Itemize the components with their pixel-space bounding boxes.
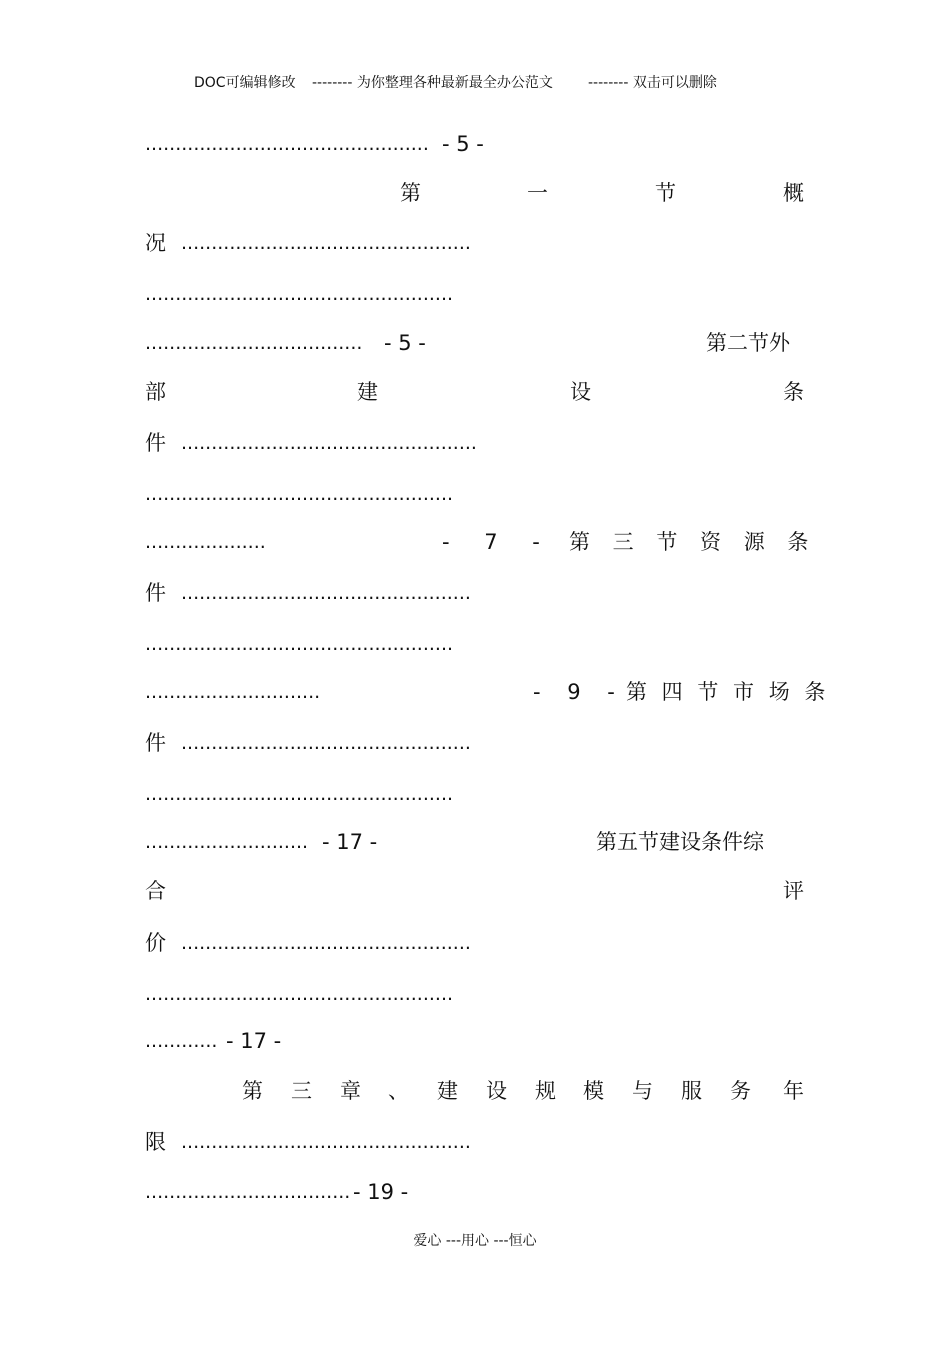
leader-dots: ................................................ (181, 732, 471, 754)
toc-line (145, 1128, 805, 1156)
title-char: 限 (145, 1130, 166, 1154)
title-char: 合 (145, 879, 166, 903)
title-char: 务 (730, 1079, 751, 1103)
toc-line (145, 1027, 805, 1055)
section-title: 第 三 节 资 源 条 (569, 530, 817, 554)
title-char: 件 (145, 731, 166, 755)
header-left-text: DOC可编辑修改 (194, 75, 296, 91)
title-char: 件 (145, 581, 166, 605)
page-number: - 17 - (226, 1029, 282, 1053)
page-number: - 9 - (533, 680, 625, 704)
leader-dots: ........................... (145, 831, 309, 853)
title-char: 年 (783, 1079, 804, 1103)
title-char: 、 (388, 1079, 409, 1103)
toc-line (145, 780, 805, 808)
title-char: 模 (583, 1079, 604, 1103)
header-middle-text: -------- 为你整理各种最新最全办公范文 (312, 75, 553, 91)
leader-dots: ............ (145, 1030, 218, 1052)
leader-dots: ................................................ (181, 1131, 471, 1153)
title-char: 价 (145, 931, 166, 955)
toc-line (145, 980, 805, 1008)
leader-dots: ................................................ (181, 932, 471, 954)
title-char: 设 (486, 1079, 507, 1103)
section-title: 第 四 节 市 场 条 (626, 680, 830, 704)
toc-line (145, 429, 805, 457)
toc-line (145, 280, 805, 308)
header-right-text: -------- 双击可以删除 (588, 75, 717, 91)
title-char: 况 (145, 231, 166, 255)
toc-line (145, 229, 805, 257)
title-char: 建 (357, 380, 378, 404)
toc-line (145, 828, 805, 856)
page-number: - 5 - (384, 331, 426, 355)
leader-dots: ............................................... (145, 133, 429, 155)
toc-line (145, 480, 805, 508)
leader-dots: ................................................... (145, 283, 454, 305)
toc-line (145, 378, 805, 406)
title-char: 三 (291, 1079, 312, 1103)
toc-line (145, 179, 805, 207)
page-number: - 7 - (442, 530, 554, 554)
leader-dots: .................................... (145, 332, 363, 354)
title-char: 一 (527, 181, 548, 205)
leader-dots: ................................................. (181, 432, 477, 454)
leader-dots: .................................. (145, 1181, 351, 1203)
leader-dots: ................................................ (181, 582, 471, 604)
page-number: - 17 - (322, 830, 378, 854)
title-char: 部 (145, 380, 166, 404)
leader-dots: ................................................... (145, 483, 454, 505)
page-number: - 5 - (442, 132, 484, 156)
toc-line (145, 528, 817, 556)
toc-line (145, 1077, 805, 1105)
leader-dots: ................................................... (145, 633, 454, 655)
leader-dots: ................................................ (181, 232, 471, 254)
section-title: 第二节外 (706, 331, 790, 355)
title-char: 章 (340, 1079, 361, 1103)
toc-line (145, 630, 805, 658)
leader-dots: .................... (145, 531, 266, 553)
toc-line (145, 329, 805, 357)
title-char: 第 (400, 181, 421, 205)
leader-dots: ............................. (145, 681, 321, 703)
toc-line (145, 877, 805, 905)
title-char: 条 (783, 380, 804, 404)
toc-line (145, 1178, 805, 1206)
title-char: 与 (632, 1079, 653, 1103)
title-char: 建 (437, 1079, 458, 1103)
section-title: 第五节建设条件综 (596, 830, 764, 854)
leader-dots: ................................................... (145, 783, 454, 805)
title-char: 概 (783, 181, 804, 205)
leader-dots: ................................................... (145, 983, 454, 1005)
title-char: 第 (242, 1079, 263, 1103)
title-char: 件 (145, 431, 166, 455)
toc-line (145, 729, 805, 757)
title-char: 设 (570, 380, 591, 404)
toc-line (145, 130, 805, 158)
title-char: 评 (783, 879, 804, 903)
title-char: 规 (535, 1079, 556, 1103)
title-char: 服 (681, 1079, 702, 1103)
page-number: - 19 - (353, 1180, 409, 1204)
title-char: 节 (655, 181, 676, 205)
toc-line (145, 678, 830, 706)
toc-line (145, 579, 805, 607)
page-footer: 爱心 ---用心 ---恒心 (413, 1233, 537, 1249)
toc-line (145, 929, 805, 957)
